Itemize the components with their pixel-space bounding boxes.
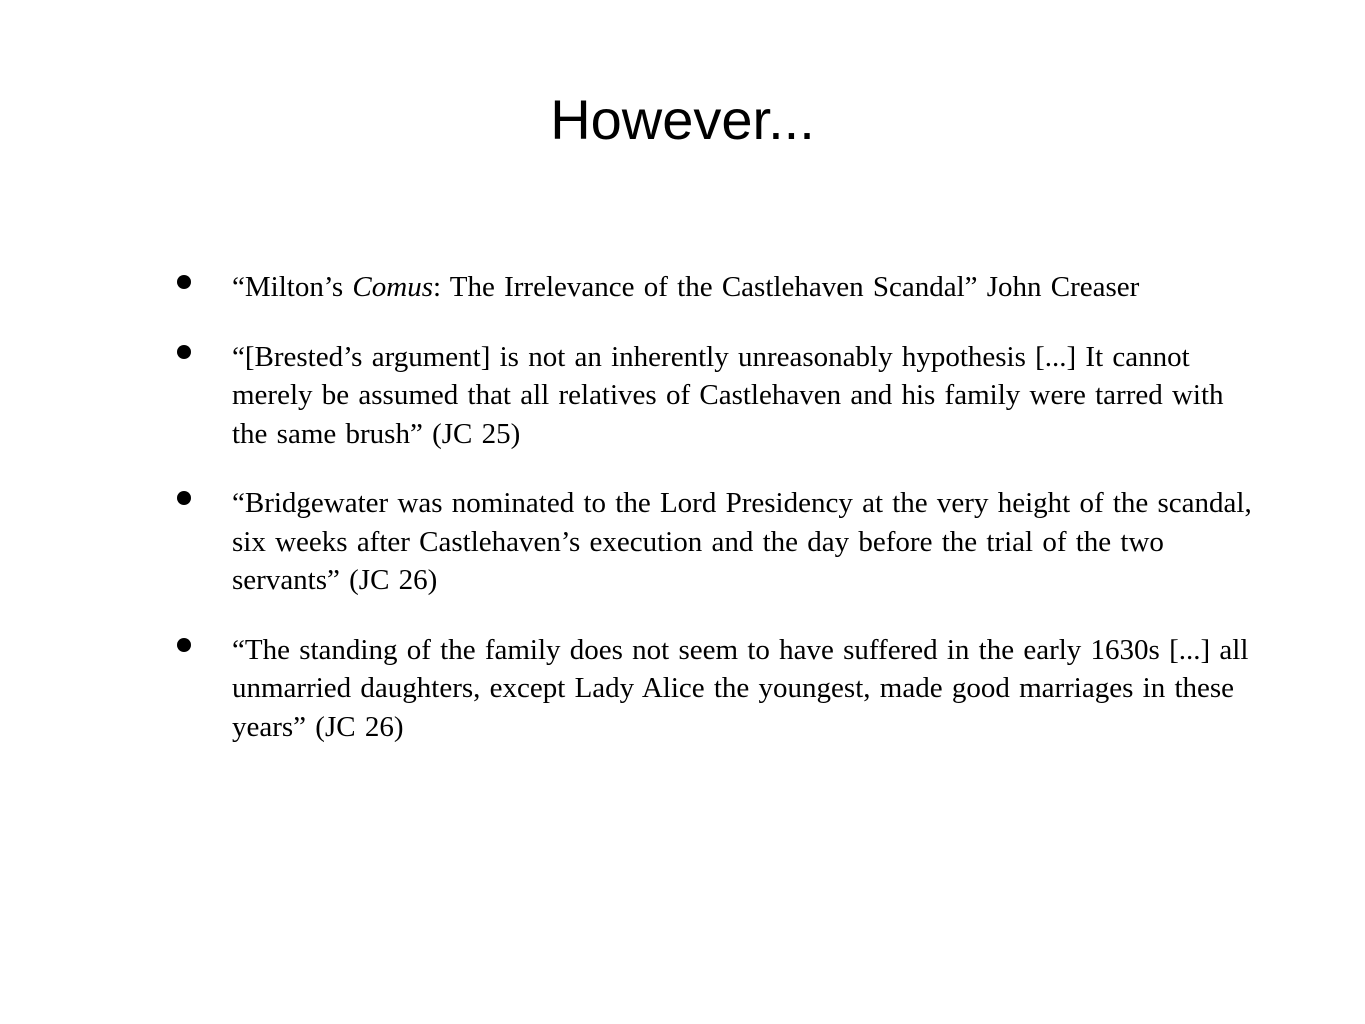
bullet-item-family-standing bbox=[172, 631, 1252, 747]
bullet-item-creaser-article bbox=[172, 268, 1252, 307]
bullet-item-brested-argument bbox=[172, 338, 1252, 454]
bullet-dot-icon bbox=[177, 638, 191, 652]
bullet-item-bridgewater-nomination bbox=[172, 484, 1252, 600]
bullet-text-suffix: : The Irrelevance of the Castlehaven Scandal” John Creaser bbox=[433, 271, 1140, 303]
slide-title: However... bbox=[550, 88, 815, 151]
bullet-text-prefix: “Milton’s bbox=[232, 271, 353, 303]
bullet-dot-icon bbox=[177, 275, 191, 289]
bullet-text: “Bridgewater was nominated to the Lord Presidency at the very height of the scandal, six weeks after Castlehaven’s execution and the day before the trial of the two servants” (JC 26) bbox=[232, 487, 1252, 596]
bullet-list bbox=[172, 268, 1252, 746]
bullet-text: “[Brested’s argument] is not an inherently unreasonably hypothesis [...] It cannot merely be assumed that all relatives of Castlehaven and his family were tarred with the same brush” (JC 25) bbox=[232, 340, 1224, 450]
bullet-dot-icon bbox=[177, 491, 191, 505]
bullet-text: “The standing of the family does not seem to have suffered in the early 1630s [...] all unmarried daughters, except Lady Alice the youngest, made good marriages in these years” (JC 26) bbox=[232, 633, 1249, 743]
bullet-text-italic-title: Comus bbox=[352, 271, 433, 303]
bullet-dot-icon bbox=[177, 345, 191, 359]
bullet-text bbox=[232, 271, 1139, 303]
